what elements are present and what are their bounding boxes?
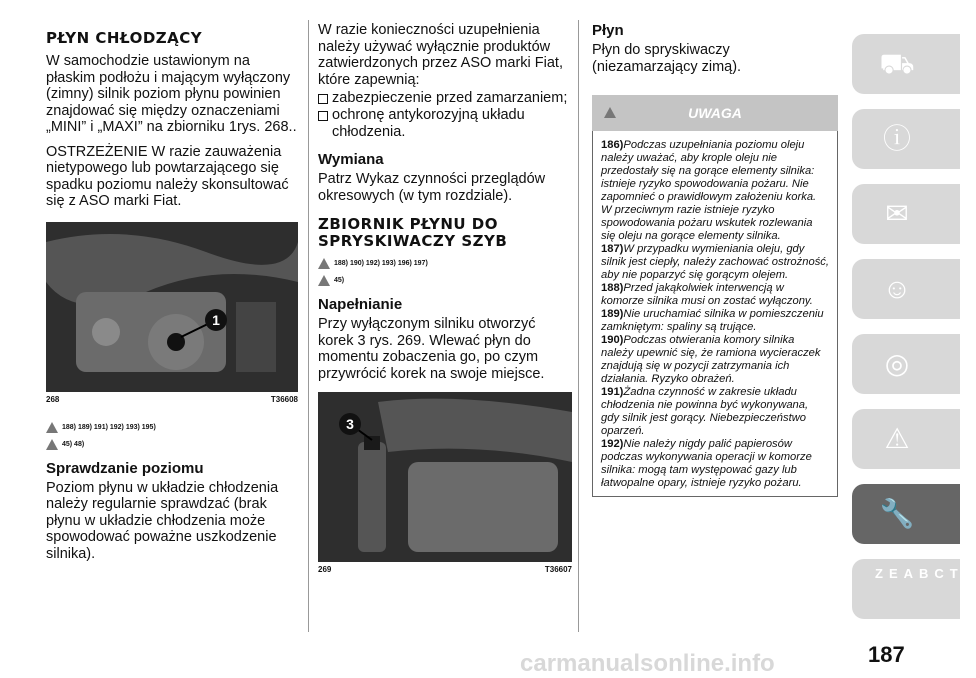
chapter-tab-airbag[interactable] xyxy=(852,259,960,319)
warning-number: 190) xyxy=(601,334,624,346)
index-letter: B xyxy=(919,566,929,581)
list-item xyxy=(318,90,572,107)
car-wrench-icon: 🔧 xyxy=(879,498,915,529)
column-3 xyxy=(592,22,838,497)
chapter-tab-light-mail[interactable] xyxy=(852,184,960,244)
figure-code: T36607 xyxy=(544,565,572,574)
column-2 xyxy=(318,22,572,574)
warning-text: Podczas otwierania komory silnika należy upewnić się, że ramiona wycieraczek znajdują się w pozycji zatrzymania ich działania. Ryzyko obrażeń. xyxy=(601,334,821,385)
check-level-para: Poziom płynu w układzie chłodzenia należy regularnie sprawdzać (brak płynu w układzie chłodzenia może spowodować poważne uszkodzenie silnika). xyxy=(46,479,279,562)
callout-3: 3 xyxy=(346,416,354,432)
warning-refs xyxy=(46,422,298,433)
refill-para: W razie konieczności uzupełnienia należy używać wyłącznie produktów zatwierdzonych przez ASO marki Fiat, które zapewnią: xyxy=(318,22,563,88)
fluid-para: Płyn do spryskiwaczy (niezamarzający zimą). xyxy=(592,42,742,75)
checkbox-icon xyxy=(318,94,328,104)
car-info-circle-icon: ⓘ xyxy=(882,123,911,154)
figure-269 xyxy=(318,392,572,574)
chapter-tab-warning-triangle[interactable] xyxy=(852,409,960,469)
warning-item xyxy=(601,438,829,490)
engine-illustration xyxy=(46,222,298,392)
warning-text: Nie uruchamiać silnika w pomieszczeniu zamkniętym: spaliny są trujące. xyxy=(601,308,824,333)
airbag-icon: ☺ xyxy=(882,273,912,304)
chapter-tab-steering-wheel[interactable] xyxy=(852,334,960,394)
warning-number: 186) xyxy=(601,139,624,151)
watermark: carmanualsonline.info xyxy=(520,650,775,677)
check-level-heading: Sprawdzanie poziomu xyxy=(46,459,204,477)
caution-triangle-icon xyxy=(46,439,58,450)
warning-body xyxy=(592,131,838,497)
caution-triangle-icon xyxy=(318,275,330,286)
filling-heading: Napełnianie xyxy=(318,296,403,313)
column-separator xyxy=(308,20,309,632)
warning-triangle-icon xyxy=(46,422,58,433)
warning-item xyxy=(601,308,829,334)
figure-number: 269 xyxy=(318,565,332,574)
column-separator xyxy=(578,20,579,632)
index-letter: Z xyxy=(875,566,883,581)
callout-1: 1 xyxy=(212,311,220,328)
list-item-text: ochronę antykorozyjną układu chłodzenia. xyxy=(332,107,525,140)
warning-number: 188) xyxy=(601,282,624,294)
washer-illustration xyxy=(318,392,572,562)
replacement-para: Patrz Wykaz czynności przeglądów okresowych (w tym rozdziale). xyxy=(318,171,546,204)
warning-item xyxy=(601,282,829,308)
chapter-tab-car-info-circle[interactable] xyxy=(852,109,960,169)
list-item xyxy=(318,107,572,141)
caution-refs xyxy=(318,275,572,286)
index-letter: T xyxy=(949,566,958,581)
chapter-tab-index-letters[interactable] xyxy=(852,559,974,619)
figure-number: 268 xyxy=(46,394,60,404)
caution-ref-list: 45) 48) xyxy=(62,440,85,448)
warning-number: 192) xyxy=(601,438,624,450)
warning-text: Podczas uzupełniania poziomu oleju należy uważać, aby krople oleju nie przedostały się na gorące elementy silnika: istnieje ryzyko spowodowania pożaru. Nie zapomnieć o prawidłowym założeniu korka. W przeciwnym razie istnieje ryzyko spowodowania pożaru wskutek rozlewania się oleju na gorące elementy silnika. xyxy=(601,139,817,242)
warning-triangle-icon xyxy=(318,258,330,269)
warning-item xyxy=(601,243,829,282)
warning-triangle-icon: ⚠ xyxy=(884,423,910,454)
warning-ref-list: 188) 190) 192) 193) 196) 197) xyxy=(334,260,428,267)
warning-text: Nie należy nigdy palić papierosów podczas wykonywania operacji w komorze silnika: mogą tam występować gazy lub łatwopalne opary, istnieje ryzyko pożaru. xyxy=(601,438,812,489)
fluid-heading: Płyn xyxy=(592,22,624,39)
car-info-icon: ⛟ xyxy=(879,48,915,79)
caution-ref-list: 45) xyxy=(334,277,345,284)
index-letter: C xyxy=(934,566,944,581)
page-number: 187 xyxy=(868,642,905,667)
warning-refs xyxy=(318,258,572,269)
warning-number: 189) xyxy=(601,308,624,320)
light-mail-icon: ✉ xyxy=(885,198,909,229)
warning-number: 187) xyxy=(601,243,624,255)
coolant-para-2: OSTRZEŻENIE W razie zauważenia nietypowego lub powtarzającego się spadku poziomu należy skonsultować się z ASO marki Fiat. xyxy=(46,143,289,209)
engine-photo-269 xyxy=(318,392,572,562)
chapter-tab-car-wrench[interactable] xyxy=(852,484,960,544)
figure-code: T36608 xyxy=(270,394,298,404)
coolant-title: PŁYN CHŁODZĄCY xyxy=(46,29,203,47)
filling-para: Przy wyłączonym silniku otworzyć korek 3 rys. 269. Wlewać płyn do momentu zobaczenia go, po czym przywrócić korek na swoje miejsce. xyxy=(318,316,545,382)
warning-number: 191) xyxy=(601,386,624,398)
warning-text: Przed jakąkolwiek interwencją w komorze silnika musi on zostać wyłączony. xyxy=(601,282,813,307)
figure-caption xyxy=(46,395,298,404)
replacement-heading: Wymiana xyxy=(318,151,384,168)
caution-refs xyxy=(46,439,298,450)
warning-text: Żadna czynność w zakresie układu chłodzenia nie powinna być wykonywana, gdy silnik jest gorący. Niebezpieczeństwo oparzeń. xyxy=(601,386,809,437)
index-letters-icon xyxy=(872,566,974,611)
index-letter: D xyxy=(963,566,974,581)
engine-photo-268 xyxy=(46,222,298,392)
steering-wheel-icon: ◎ xyxy=(884,348,910,379)
warning-header xyxy=(592,95,838,131)
warning-ref-list: 188) 189) 191) 192) 193) 195) xyxy=(62,423,156,431)
coolant-para-1: W samochodzie ustawionym na płaskim podłożu i mającym wyłączony (zimny) silnik poziom płynu powinien znajdować się między oznaczeniami „MINI” i „MAXI” na zbiorniku 1rys. 268.. xyxy=(46,53,297,135)
washer-title: ZBIORNIK PŁYNU DO SPRYSKIWACZY SZYB xyxy=(318,215,508,250)
checkbox-icon xyxy=(318,111,328,121)
list-item-text: zabezpieczenie przed zamarzaniem; xyxy=(332,90,568,106)
index-letter: E xyxy=(888,566,898,581)
warning-item xyxy=(601,139,829,243)
figure-268 xyxy=(46,222,298,404)
warning-text: W przypadku wymieniania oleju, gdy silnik jest ciepły, należy zachować ostrożność, aby nie poparzyć się gorącym olejem. xyxy=(601,243,829,281)
warning-title: UWAGA xyxy=(688,105,742,121)
warning-item xyxy=(601,386,829,438)
index-letter: A xyxy=(903,566,914,581)
figure-caption xyxy=(318,565,572,574)
chapter-tab-car-info[interactable] xyxy=(852,34,960,94)
warning-item xyxy=(601,334,829,386)
column-1 xyxy=(46,30,298,570)
